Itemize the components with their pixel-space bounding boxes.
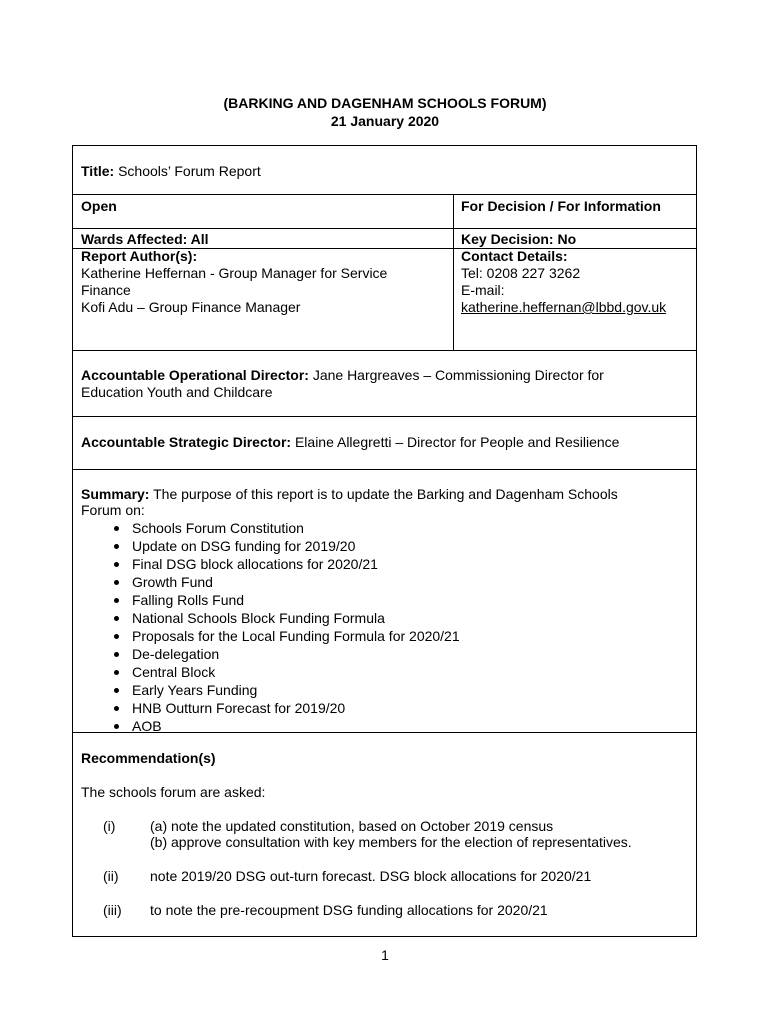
meeting-date: 21 January 2020 [330,113,440,129]
operational-value-cont: Education Youth and Childcare [81,384,273,400]
operational-director [81,367,604,385]
summary-text [81,486,618,504]
title-row [81,163,261,181]
author-line: Kofi Adu – Group Finance Manager [81,299,301,315]
list-item-text: National Schools Block Funding Formula [132,610,385,626]
list-item-text: Growth Fund [132,574,213,590]
recommendation-number: (ii) [103,868,119,884]
title-value: Schools’ Forum Report [118,163,261,179]
summary-line2: Forum on: [81,502,145,518]
list-item [107,537,460,555]
recommendation-number: (iii) [103,902,122,918]
recommendation-text: to note the pre-recoupment DSG funding allocations for 2020/21 [150,902,548,918]
list-item-text: Final DSG block allocations for 2020/21 [132,556,378,572]
operational-label: Accountable Operational Director: [81,367,309,383]
contact-email-link[interactable]: katherine.heffernan@lbbd.gov.uk [461,299,667,315]
list-item [107,591,460,609]
list-item-text: Proposals for the Local Funding Formula for 2020/21 [132,628,460,644]
list-item [107,717,460,735]
recommendation-text: (a) note the updated constitution, based on October 2019 census [150,818,554,834]
list-item [107,573,460,591]
rule [72,228,697,229]
list-item [107,627,460,645]
author-line: Finance [81,282,131,298]
list-item-text: HNB Outturn Forecast for 2019/20 [132,700,346,716]
status-open: Open [81,198,117,214]
list-item [107,681,460,699]
forum-name: (BARKING AND DAGENHAM SCHOOLS FORUM) [223,95,547,111]
list-item-text: Early Years Funding [132,682,258,698]
page-number: 1 [381,947,389,963]
list-item [107,699,460,717]
rule [72,469,697,470]
recommendation-number: (i) [103,818,116,834]
rule [72,350,697,351]
list-item-text: Central Block [132,664,216,680]
column-divider [453,194,454,350]
bullet-icon [114,544,119,549]
title-label: Title: [81,163,115,179]
list-item [107,645,460,663]
recommendations-heading: Recommendation(s) [81,750,216,766]
summary-line1: The purpose of this report is to update the Barking and Dagenham Schools [153,486,618,502]
bullet-icon [114,724,119,729]
strategic-value: Elaine Allegretti – Director for People and Resilience [294,434,620,450]
recommendations-intro: The schools forum are asked: [81,784,266,800]
strategic-label: Accountable Strategic Director: [81,434,292,450]
operational-value: Jane Hargreaves – Commissioning Director for [312,367,604,383]
bullet-icon [114,670,119,675]
wards-affected: Wards Affected: All [81,231,209,247]
list-item-text: Schools Forum Constitution [132,520,304,536]
list-item-text: Update on DSG funding for 2019/20 [132,538,356,554]
key-decision: Key Decision: No [461,231,577,247]
authors-label: Report Author(s): [81,248,198,264]
status-decision: For Decision / For Information [461,198,661,214]
list-item [107,609,460,627]
bullet-icon [114,706,119,711]
bullet-icon [114,652,119,657]
bullet-icon [114,634,119,639]
bullet-icon [114,562,119,567]
bullet-icon [114,616,119,621]
bullet-icon [114,598,119,603]
list-item-text: De-delegation [132,646,220,662]
list-item [107,519,460,537]
list-item [107,555,460,573]
contact-label: Contact Details: [461,248,568,264]
recommendation-text: (b) approve consultation with key members for the election of representatives. [150,834,632,850]
contact-tel: Tel: 0208 227 3262 [461,265,581,281]
bullet-icon [114,526,119,531]
contact-email-label: E-mail: [461,282,505,298]
author-line: Katherine Heffernan - Group Manager for Service [81,265,388,281]
rule [72,194,697,195]
bullet-icon [114,580,119,585]
recommendation-text: note 2019/20 DSG out-turn forecast. DSG block allocations for 2020/21 [150,868,592,884]
strategic-director [81,434,619,452]
summary-list [107,519,460,735]
bullet-icon [114,688,119,693]
list-item-text: AOB [132,718,162,734]
summary-label: Summary: [81,486,150,502]
list-item [107,663,460,681]
rule [72,416,697,417]
list-item-text: Falling Rolls Fund [132,592,245,608]
